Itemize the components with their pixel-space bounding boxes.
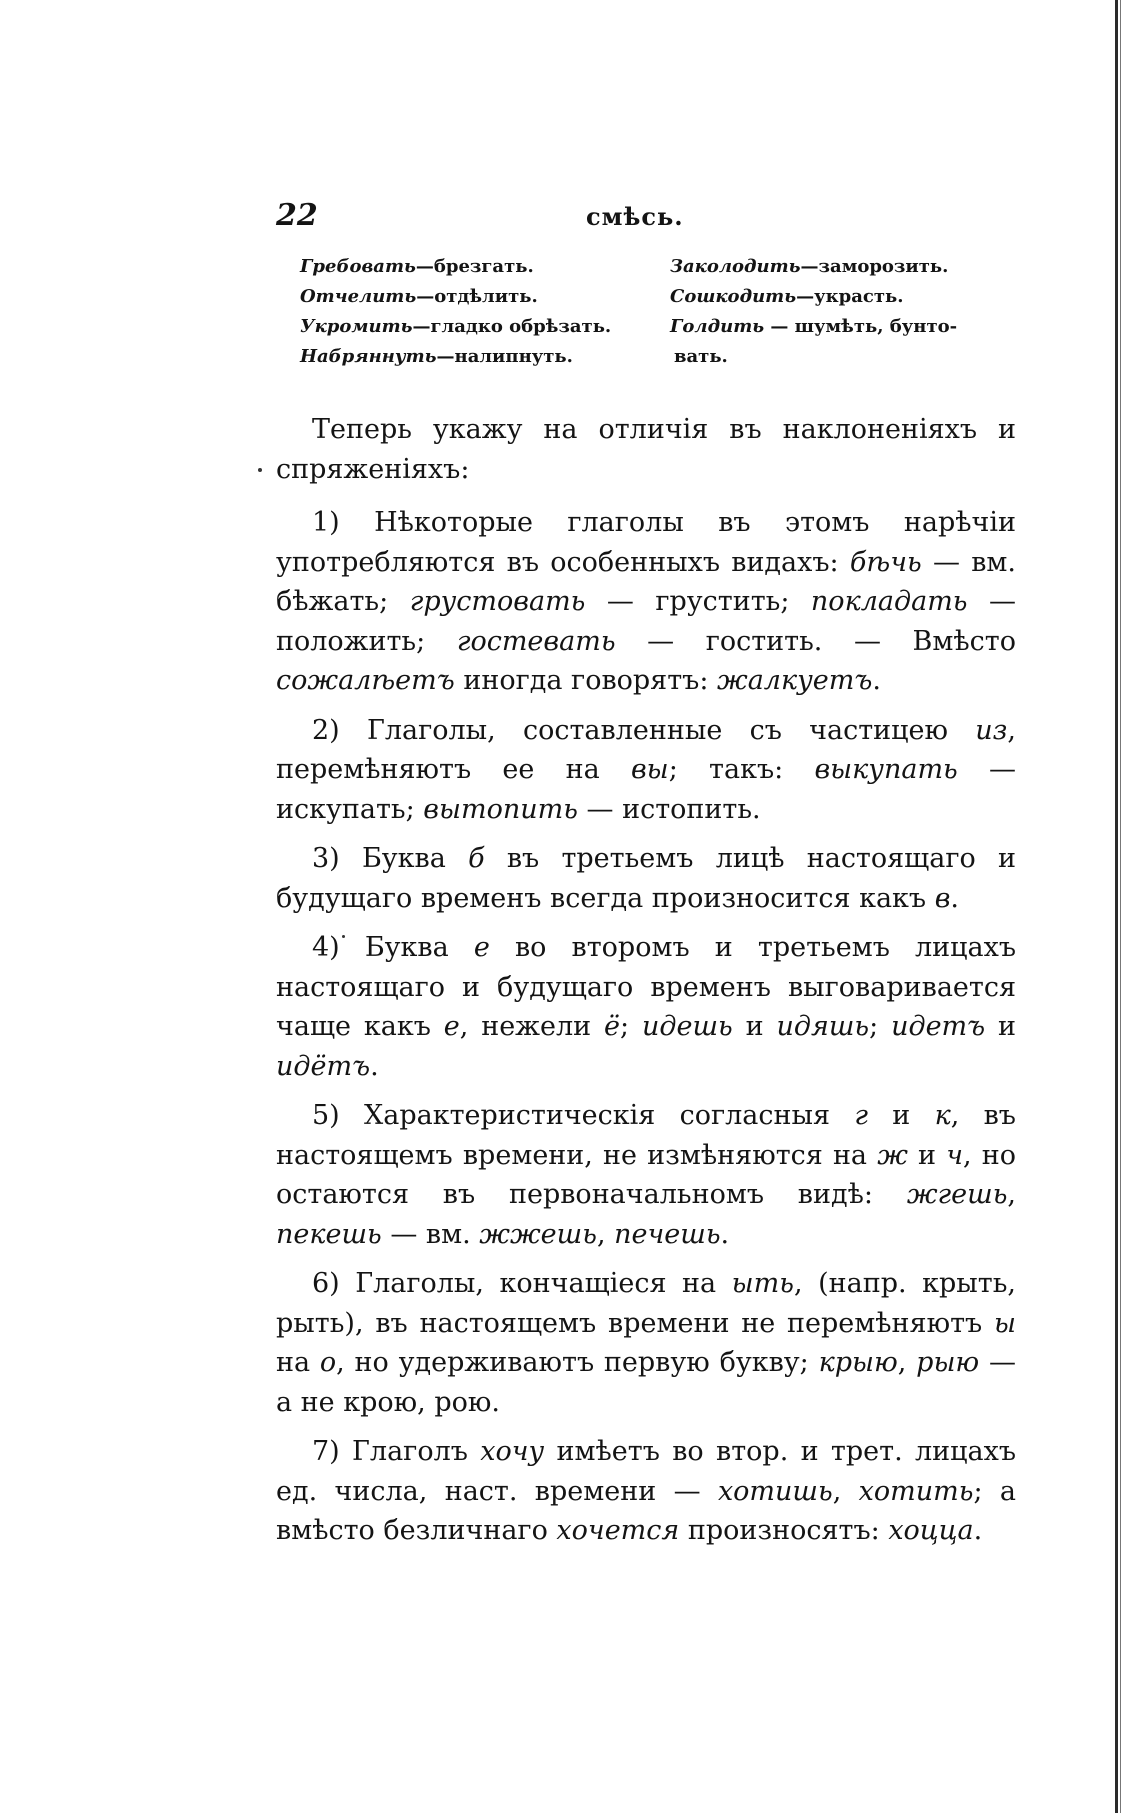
paragraph-2 (276, 711, 1016, 830)
intro-paragraph: Теперь укажу на отличія въ наклоненіяхъ и спряженіяхъ: (276, 414, 1016, 485)
text-run: , въ настоящемъ времени, не измѣняются на (276, 1100, 1016, 1171)
text-run: ; а вмѣсто безличнаго (276, 1475, 1016, 1546)
example-word: вы (630, 754, 669, 785)
text-run: , (596, 1218, 615, 1250)
example-word: б (468, 843, 485, 874)
example-word: г (854, 1100, 868, 1131)
page-edge-line (1115, 0, 1118, 1813)
glossary-entry (670, 312, 1010, 342)
glossary-definition: —украсть. (796, 286, 904, 307)
example-word: идетъ (891, 1011, 986, 1042)
text-run: и (868, 1100, 935, 1131)
text-run: , (напр. крыть, рыть), въ настоящемъ времени не перемѣняютъ (276, 1268, 1016, 1339)
glossary-term: Набряннуть (300, 346, 437, 367)
text-run: 6) Глаголы, кончащіеся на (312, 1268, 732, 1299)
paragraph-6 (276, 1264, 1016, 1422)
text-run: — истопить. (577, 793, 761, 825)
example-word: в (934, 882, 951, 914)
example-word: из (975, 714, 1008, 746)
text-run: — а не крою, рою. (276, 1347, 1017, 1418)
running-head: смѣсь. (586, 202, 684, 231)
text-run: , нежели (459, 1011, 605, 1042)
example-word: ё (604, 1011, 620, 1042)
example-word: хотишь (717, 1475, 833, 1507)
example-word: идётъ (276, 1050, 371, 1082)
example-word: хотить (858, 1475, 974, 1507)
example-word: вытопить (423, 793, 578, 825)
glossary-column-right (670, 252, 1010, 372)
example-word: бѣчь (849, 546, 922, 578)
text-run: , (832, 1475, 859, 1507)
example-word: хочется (556, 1515, 680, 1546)
example-word: грустовать (409, 586, 586, 617)
text-run: , но остаются въ первоначальномъ видѣ: (276, 1139, 1017, 1210)
example-word: покладать (810, 586, 968, 617)
page-number: 22 (276, 198, 318, 233)
glossary-definition: —брезгать. (415, 256, 534, 277)
example-word: выкупать (814, 754, 958, 785)
glossary-definition: — шумѣть, бунто- (764, 316, 958, 337)
text-run: ; такъ: (668, 754, 815, 785)
text-run: въ третьемъ лицѣ настоящаго и будущаго временъ всегда произносится какъ (276, 843, 1016, 914)
example-word: печешь (614, 1218, 721, 1250)
glossary-entry (300, 282, 660, 312)
text-run: 1) Нѣкоторые глаголы въ этомъ нарѣчіи употребляются въ особенныхъ видахъ: (276, 507, 1016, 578)
text-run: — гостить. — Вмѣсто (615, 625, 1016, 657)
example-word: о (319, 1347, 337, 1378)
page-header (276, 198, 996, 238)
paragraph-1 (276, 503, 1016, 701)
text-run: на (276, 1347, 320, 1378)
glossary-entry (300, 252, 660, 282)
text-run: 5) Характеристическія согласныя (312, 1100, 855, 1131)
text-run: 4) Буква (312, 932, 474, 963)
text-run: произносятъ: (679, 1515, 889, 1546)
text-run: — вм. (381, 1218, 480, 1250)
glossary-term: Заколодить (670, 256, 801, 277)
glossary-definition: —гладко обрѣзать. (412, 316, 612, 337)
body-text (276, 410, 1016, 1561)
glossary-definition: —отдѣлить. (416, 286, 538, 307)
example-word: жалкуетъ (717, 665, 873, 696)
example-word: идешь (641, 1011, 733, 1042)
text-run: . (370, 1050, 379, 1082)
paragraph-4 (276, 928, 1016, 1086)
glossary-entry (670, 252, 1010, 282)
example-word: гостевать (456, 625, 616, 657)
glossary-column-left (300, 252, 660, 372)
page-edge-line-inner (1120, 0, 1121, 1813)
print-speck (258, 468, 262, 472)
paragraph-7 (276, 1432, 1016, 1551)
glossary-term: Голдить (670, 316, 765, 337)
text-run: . (720, 1218, 730, 1250)
text-run: — искупать; (276, 754, 1016, 825)
example-word: рыю (916, 1347, 980, 1378)
text-run: и (985, 1011, 1017, 1042)
example-word: жгешь (906, 1179, 1008, 1210)
example-word: ч (946, 1139, 964, 1171)
glossary-term: Отчелить (300, 286, 417, 307)
example-word: ы (994, 1307, 1016, 1339)
glossary-term: Укромить (300, 316, 413, 337)
example-word: пекешь (276, 1218, 382, 1250)
example-word: идяшь (776, 1011, 870, 1042)
text-run: . (973, 1515, 983, 1546)
text-run: , но удерживаютъ первую букву; (336, 1347, 819, 1378)
text-run: , (1007, 1179, 1016, 1210)
glossary-entry (300, 312, 660, 342)
text-run: 7) Глаголъ (312, 1436, 481, 1467)
example-word: крыю (818, 1347, 898, 1378)
text-run: , (897, 1347, 917, 1378)
text-run: — грустить; (585, 586, 811, 617)
example-word: е (473, 932, 490, 963)
text-run: . (872, 665, 881, 696)
text-run: 2) Глаголы, составленные съ частицею (312, 714, 976, 746)
text-run: , перемѣняютъ ее на (276, 714, 1016, 785)
example-word: е (443, 1011, 460, 1042)
glossary-term: Гребовать (300, 256, 416, 277)
text-run: ; (869, 1011, 892, 1042)
glossary-definition: —заморозить. (800, 256, 949, 277)
example-word: жжешь (479, 1218, 597, 1250)
example-word: хочу (480, 1436, 545, 1467)
glossary-entry (300, 342, 660, 372)
text-run: — положить; (276, 586, 1016, 657)
text-run: имѣетъ во втор. и трет. лицахъ ед. числа, наст. времени — (276, 1436, 1016, 1507)
text-run: 3) Буква (312, 843, 469, 874)
paragraph-3 (276, 839, 1016, 918)
text-run: ; (620, 1011, 642, 1042)
paragraph-5 (276, 1096, 1016, 1254)
example-word: хоцца (888, 1515, 974, 1546)
text-run: — вм. бѣжать; (276, 546, 1016, 617)
example-word: ж (877, 1139, 908, 1171)
text-run: . (950, 882, 960, 914)
glossary-continuation: вать. (674, 346, 728, 367)
text-run: и (732, 1011, 777, 1042)
glossary-definition: —налипнуть. (436, 346, 573, 367)
text-run: иногда говорятъ: (454, 665, 718, 696)
example-word: ыть (731, 1268, 794, 1299)
text-run: и (907, 1139, 947, 1171)
example-word: сожалѣетъ (276, 665, 455, 696)
example-word: к (934, 1100, 951, 1131)
glossary-term: Сошкодить (670, 286, 797, 307)
glossary-entry (670, 282, 1010, 312)
text-run: во второмъ и третьемъ лицахъ настоящаго и будущаго временъ выговаривается чаще какъ (276, 932, 1017, 1042)
